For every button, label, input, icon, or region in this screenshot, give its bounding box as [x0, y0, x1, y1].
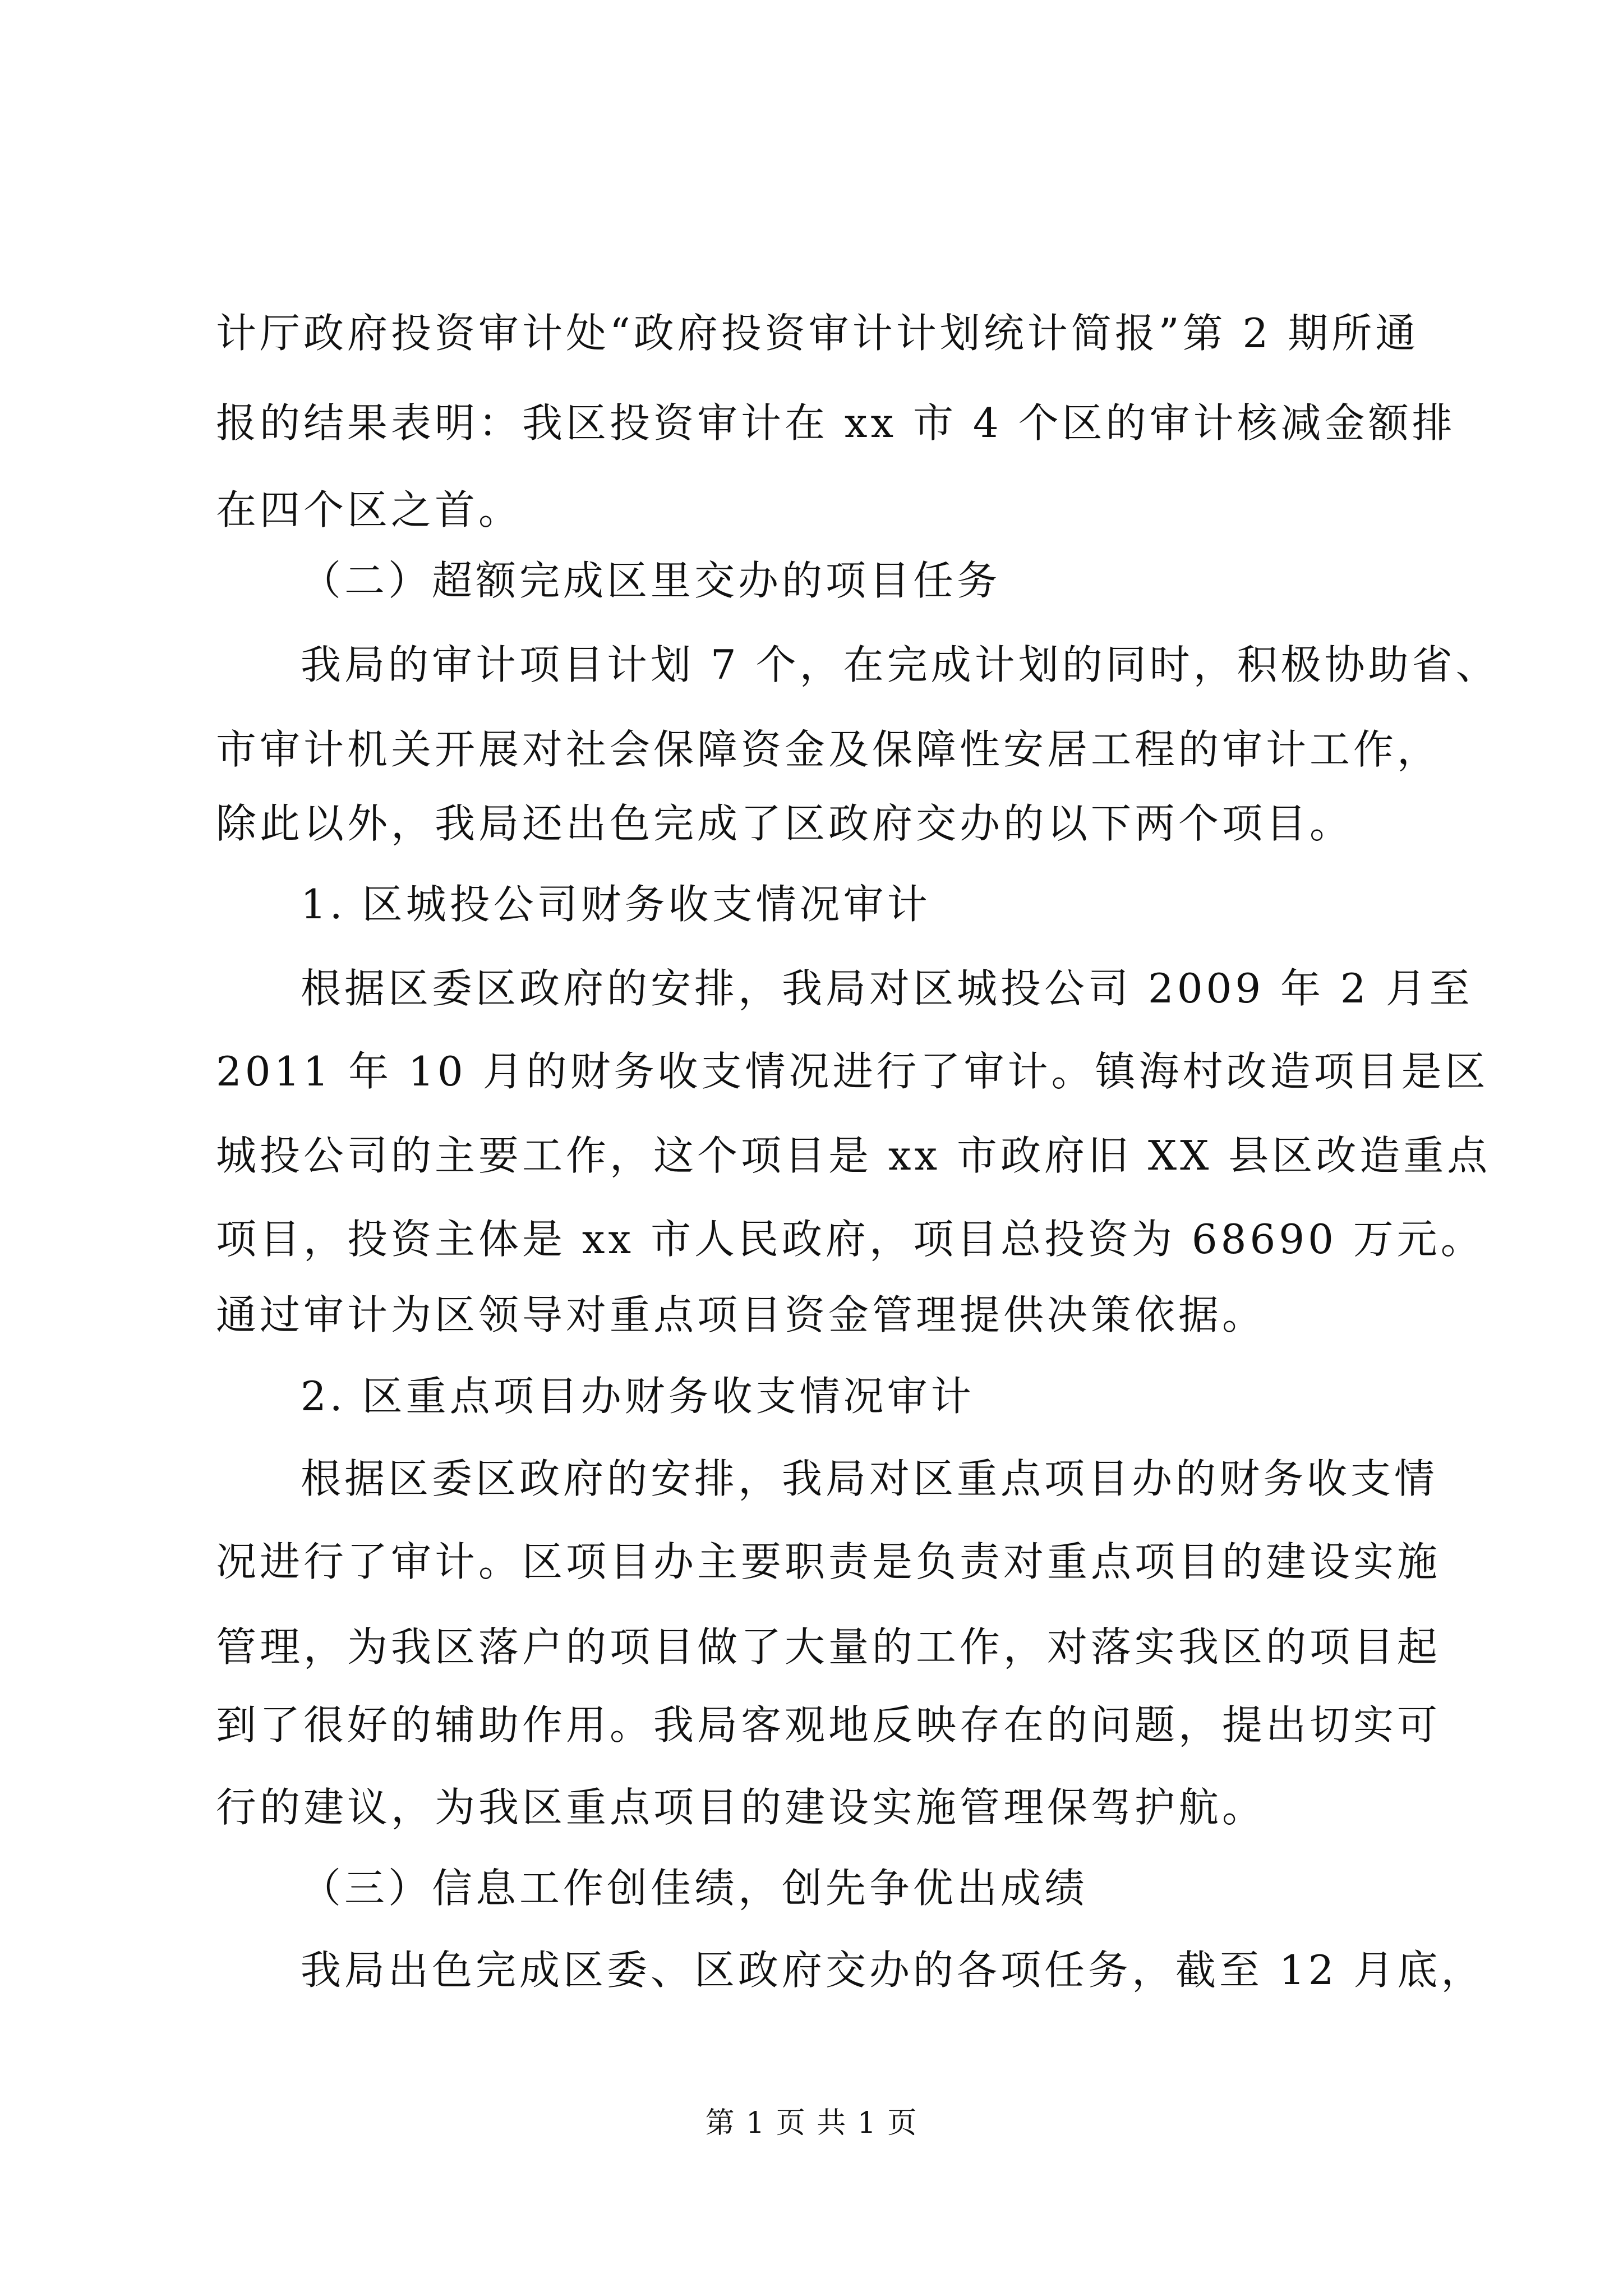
- paragraph-line: 2011 年 10 月的财务收支情况进行了审计。镇海村改造项目是区: [216, 1048, 1489, 1095]
- section-heading: （三）信息工作创佳绩，创先争优出成绩: [301, 1865, 1089, 1912]
- paragraph-line: 管理，为我区落户的项目做了大量的工作，对落实我区的项目起: [216, 1623, 1441, 1671]
- paragraph-line: 到了很好的辅助作用。我局客观地反映存在的问题，提出切实可: [216, 1701, 1441, 1749]
- paragraph-line: 通过审计为区领导对重点项目资金管理提供决策依据。: [216, 1291, 1266, 1338]
- paragraph-line: 报的结果表明：我区投资审计在 xx 市 4 个区的审计核减金额排: [216, 399, 1456, 447]
- paragraph-line: 我局出色完成区委、区政府交办的各项任务，截至 12 月底，: [301, 1947, 1485, 1994]
- paragraph-line: 城投公司的主要工作，这个项目是 xx 市政府旧 XX 县区改造重点: [216, 1132, 1491, 1179]
- page-footer: 第 1 页 共 1 页: [705, 2106, 918, 2140]
- paragraph-line: 我局的审计项目计划 7 个，在完成计划的同时，积极协助省、: [301, 641, 1500, 688]
- paragraph-line: 计厅政府投资审计处“政府投资审计计划统计简报”第 2 期所通: [216, 310, 1419, 357]
- paragraph-line: 况进行了审计。区项目办主要职责是负责对重点项目的建设实施: [216, 1538, 1441, 1585]
- subsection-heading: 1. 区城投公司财务收支情况审计: [301, 881, 931, 928]
- paragraph-line: 根据区委区政府的安排，我局对区城投公司 2009 年 2 月至: [301, 965, 1473, 1012]
- paragraph-line: 根据区委区政府的安排，我局对区重点项目办的财务收支情: [301, 1455, 1438, 1502]
- paragraph-line: 行的建议，为我区重点项目的建设实施管理保驾护航。: [216, 1784, 1266, 1831]
- paragraph-line: 除此以外，我局还出色完成了区政府交办的以下两个项目。: [216, 800, 1354, 847]
- section-heading: （二）超额完成区里交办的项目任务: [301, 557, 1001, 604]
- subsection-heading: 2. 区重点项目办财务收支情况审计: [301, 1373, 975, 1420]
- paragraph-line: 项目，投资主体是 xx 市人民政府，项目总投资为 68690 万元。: [216, 1216, 1484, 1263]
- paragraph-line: 市审计机关开展对社会保障资金及保障性安居工程的审计工作，: [216, 726, 1441, 773]
- paragraph-line: 在四个区之首。: [216, 486, 523, 533]
